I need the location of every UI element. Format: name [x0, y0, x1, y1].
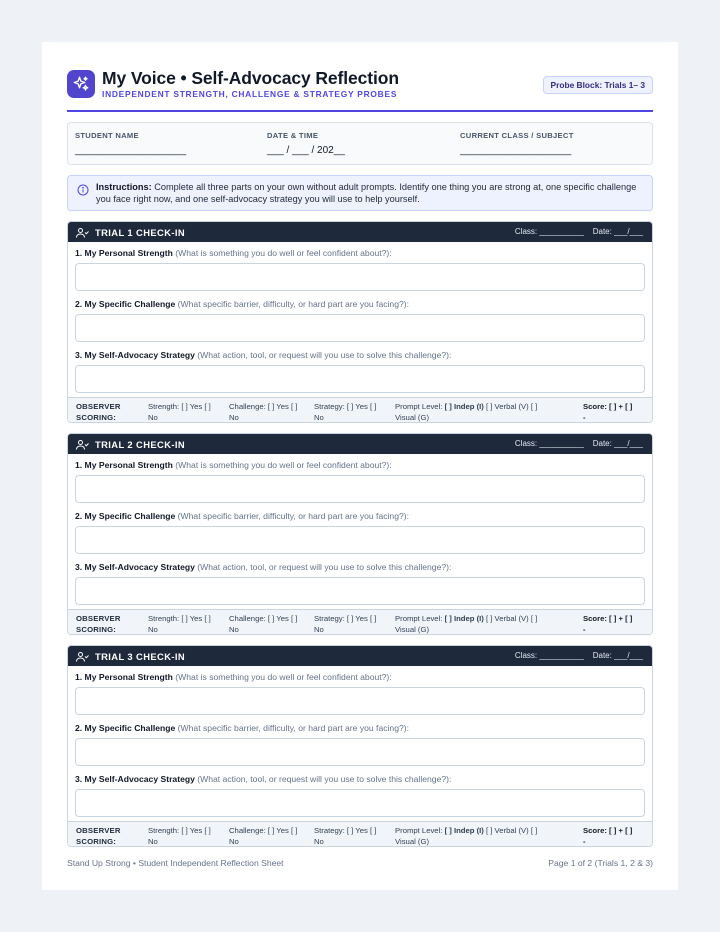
strength-question-label: 1. My Personal Strength [75, 460, 173, 470]
strength-question [75, 460, 645, 473]
score-field[interactable]: Score: [ ] + [ ] - [583, 402, 633, 422]
page-subtitle: INDEPENDENT STRENGTH, CHALLENGE & STRATEGY PROBES [102, 89, 398, 99]
class-subject-field[interactable] [460, 131, 574, 156]
class-subject-label: CURRENT CLASS / SUBJECT [460, 131, 574, 140]
challenge-scoring[interactable]: Challenge: [ ] Yes [ ] No [229, 614, 298, 634]
worksheet-page [42, 42, 678, 890]
strength-question-hint: (What is something you do well or feel confident about?): [172, 672, 392, 682]
user-check-icon [76, 226, 89, 244]
challenge-question [75, 511, 645, 524]
student-info-box [67, 122, 653, 165]
challenge-scoring[interactable]: Challenge: [ ] Yes [ ] No [229, 402, 298, 422]
trial-header [68, 222, 652, 242]
trial-class-date [515, 439, 643, 448]
trial-title: TRIAL 1 CHECK-IN [95, 227, 186, 238]
user-check-icon [76, 650, 89, 668]
page-title: My Voice • Self-Advocacy Reflection [102, 68, 399, 88]
strength-question-label: 1. My Personal Strength [75, 672, 173, 682]
observer-label: OBSERVER SCORING: [76, 614, 121, 634]
trial-1-section [67, 221, 653, 423]
strategy-question-label: 3. My Self-Advocacy Strategy [75, 350, 195, 360]
strength-question-label: 1. My Personal Strength [75, 248, 173, 258]
strategy-question-hint: (What action, tool, or request will you use to solve this challenge?): [194, 562, 452, 572]
strategy-question-label: 3. My Self-Advocacy Strategy [75, 562, 195, 572]
sparkles-icon [67, 70, 95, 98]
date-time-label: DATE & TIME [267, 131, 319, 140]
challenge-scoring[interactable]: Challenge: [ ] Yes [ ] No [229, 826, 298, 846]
user-check-icon [76, 438, 89, 456]
score-field[interactable]: Score: [ ] + [ ] - [583, 826, 633, 846]
strategy-scoring[interactable]: Strategy: [ ] Yes [ ] No [314, 826, 377, 846]
trial-date-label: Date: ___/___ [592, 439, 643, 448]
prompt-level-scoring[interactable]: Prompt Level: [ ] Indep (I) [ ] Verbal (V) [ ] Visual (G) [395, 402, 538, 422]
strategy-question [75, 774, 645, 787]
strength-scoring[interactable]: Strength: [ ] Yes [ ] No [148, 614, 211, 634]
trial-class-label: Class: __________ [514, 439, 584, 448]
trial-class-date [515, 651, 643, 660]
strategy-question [75, 562, 645, 575]
header-rule [67, 110, 653, 112]
trial-3-section [67, 645, 653, 847]
challenge-answer-box[interactable] [75, 738, 645, 766]
instructions-label: Instructions: [96, 182, 152, 192]
strength-question-hint: (What is something you do well or feel confident about?): [172, 248, 392, 258]
trial-class-label: Class: __________ [514, 227, 584, 236]
observer-label: OBSERVER SCORING: [76, 826, 121, 846]
probe-block-badge: Probe Block: Trials 1– 3 [543, 76, 654, 94]
date-time-field[interactable] [267, 131, 345, 156]
trial-body [68, 454, 652, 609]
trial-class-date [515, 227, 643, 236]
trial-body [68, 666, 652, 821]
trial-body [68, 242, 652, 397]
prompt-level-scoring[interactable]: Prompt Level: [ ] Indep (I) [ ] Verbal (V) [ ] Visual (G) [395, 614, 538, 634]
trial-header [68, 434, 652, 454]
instructions-box [67, 175, 653, 211]
challenge-question-label: 2. My Specific Challenge [75, 511, 176, 521]
student-name-label: STUDENT NAME [75, 131, 139, 140]
strategy-answer-box[interactable] [75, 365, 645, 393]
observer-scoring-row [68, 397, 652, 422]
strength-scoring[interactable]: Strength: [ ] Yes [ ] No [148, 826, 211, 846]
strength-question-hint: (What is something you do well or feel confident about?): [172, 460, 392, 470]
challenge-question-hint: (What specific barrier, difficulty, or hard part are you facing?): [175, 299, 410, 309]
footer-left-text: Stand Up Strong • Student Independent Reflection Sheet [67, 858, 284, 868]
challenge-question [75, 299, 645, 312]
challenge-answer-box[interactable] [75, 314, 645, 342]
strategy-answer-box[interactable] [75, 789, 645, 817]
date-time-value: ___ / ___ / 202__ [267, 145, 345, 156]
header [67, 68, 653, 104]
strategy-answer-box[interactable] [75, 577, 645, 605]
strategy-question [75, 350, 645, 363]
observer-scoring-row [68, 821, 652, 846]
challenge-question-label: 2. My Specific Challenge [75, 299, 176, 309]
student-name-value: ____________________ [75, 145, 187, 156]
observer-scoring-row [68, 609, 652, 634]
challenge-answer-box[interactable] [75, 526, 645, 554]
trial-class-label: Class: __________ [514, 651, 584, 660]
strategy-question-label: 3. My Self-Advocacy Strategy [75, 774, 195, 784]
trial-date-label: Date: ___/___ [592, 651, 643, 660]
strength-question [75, 672, 645, 685]
student-name-field[interactable] [75, 131, 186, 156]
page-footer [67, 858, 653, 868]
prompt-level-scoring[interactable]: Prompt Level: [ ] Indep (I) [ ] Verbal (V) [ ] Visual (G) [395, 826, 538, 846]
strategy-question-hint: (What action, tool, or request will you use to solve this challenge?): [194, 350, 452, 360]
class-subject-value: ____________________ [460, 145, 572, 156]
strategy-scoring[interactable]: Strategy: [ ] Yes [ ] No [314, 614, 377, 634]
strategy-scoring[interactable]: Strategy: [ ] Yes [ ] No [314, 402, 377, 422]
challenge-question-hint: (What specific barrier, difficulty, or hard part are you facing?): [175, 511, 410, 521]
strength-answer-box[interactable] [75, 687, 645, 715]
observer-label: OBSERVER SCORING: [76, 402, 121, 422]
strength-question [75, 248, 645, 261]
trial-2-section [67, 433, 653, 635]
score-field[interactable]: Score: [ ] + [ ] - [583, 614, 633, 634]
info-icon [77, 184, 89, 199]
challenge-question-label: 2. My Specific Challenge [75, 723, 176, 733]
trial-title: TRIAL 2 CHECK-IN [95, 439, 186, 450]
strength-answer-box[interactable] [75, 263, 645, 291]
footer-page-number: Page 1 of 2 (Trials 1, 2 & 3) [548, 858, 653, 868]
challenge-question [75, 723, 645, 736]
instructions-text: Complete all three parts on your own without adult prompts. Identify one thing you are strong at, one specific challenge you face right now, and one self-advocacy strategy you will use to help yourself. [96, 182, 637, 204]
trial-header [68, 646, 652, 666]
trial-title: TRIAL 3 CHECK-IN [95, 651, 186, 662]
challenge-question-hint: (What specific barrier, difficulty, or hard part are you facing?): [175, 723, 410, 733]
strength-scoring[interactable]: Strength: [ ] Yes [ ] No [148, 402, 211, 422]
strength-answer-box[interactable] [75, 475, 645, 503]
trial-date-label: Date: ___/___ [592, 227, 643, 236]
strategy-question-hint: (What action, tool, or request will you use to solve this challenge?): [194, 774, 452, 784]
